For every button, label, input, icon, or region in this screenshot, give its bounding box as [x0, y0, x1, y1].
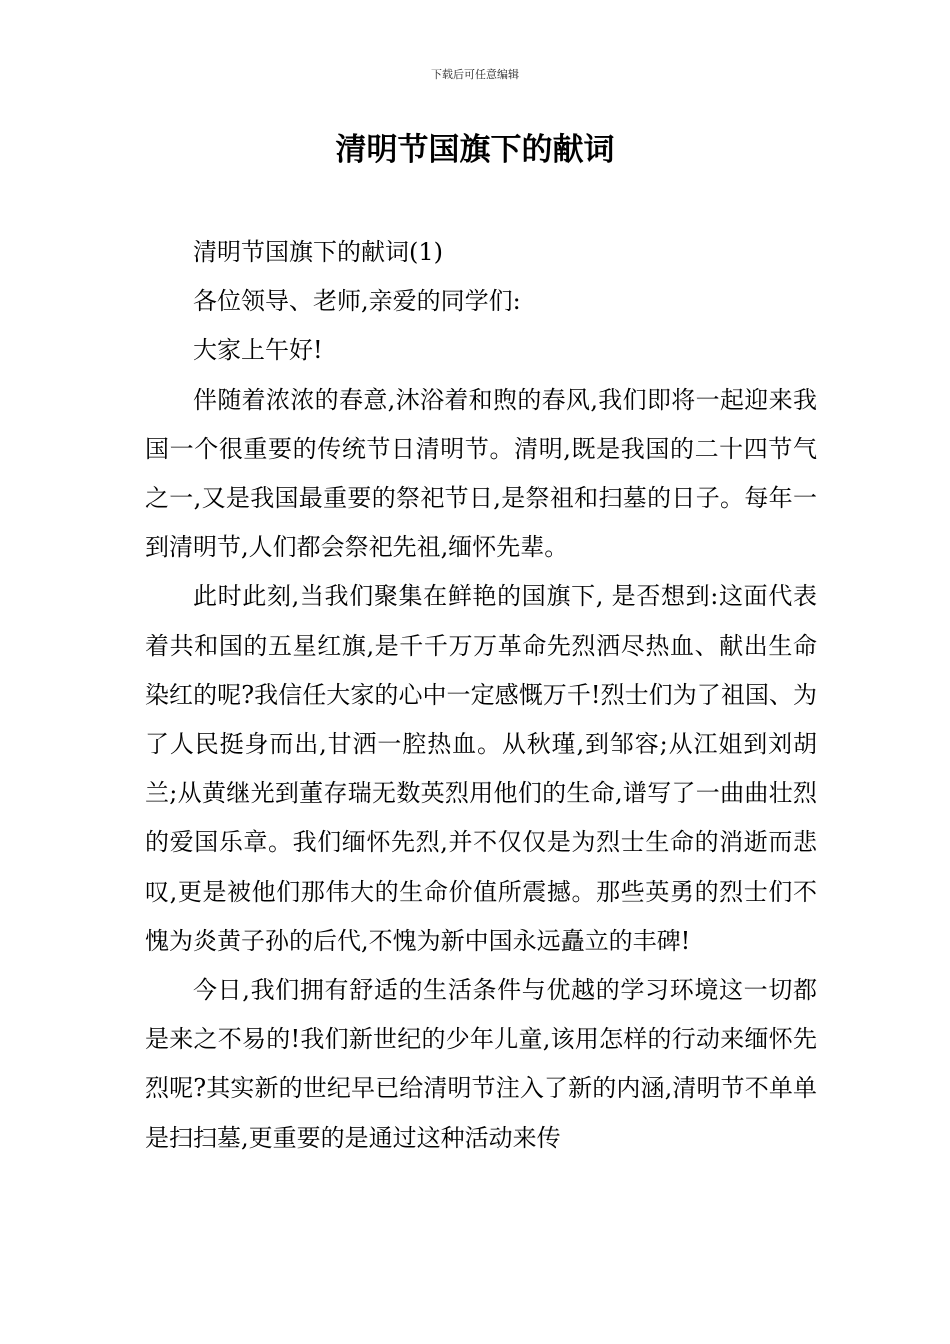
paragraph-subtitle: 清明节国旗下的献词(1)	[193, 238, 443, 266]
paragraph-body-3: 今日,我们拥有舒适的生活条件与优越的学习环境这一切都是来之不易的!我们新世纪的少年儿童,该用怎样的行动来缅怀先烈呢?其实新的世纪早已给清明节注入了新的内涵,清明节不单单是扫扫墓,更重要的是通过这种活动来传	[145, 976, 817, 1152]
paragraph-body-2: 此时此刻,当我们聚集在鲜艳的国旗下, 是否想到:这面代表着共和国的五星红旗,是千千万万革命先烈洒尽热血、献出生命染红的呢?我信任大家的心中一定感慨万千!烈士们为了祖国、为了人民挺身而出,甘洒一腔热血。从秋瑾,到邹容;从江姐到刘胡兰;从黄继光到董存瑞无数英烈用他们的生命,谱写了一曲曲壮烈的爱国乐章。我们缅怀先烈,并不仅仅是为烈士生命的消逝而悲叹,更是被他们那伟大的生命价值所震撼。那些英勇的烈士们不愧为炎黄子孙的后代,不愧为新中国永远矗立的丰碑!	[145, 582, 817, 955]
document-body	[145, 228, 817, 1163]
paragraph-salutation: 各位领导、老师,亲爱的同学们:	[193, 287, 521, 316]
paragraph-body-1: 伴随着浓浓的春意,沐浴着和煦的春风,我们即将一起迎来我国一个很重要的传统节日清明节。清明,既是我国的二十四节气之一,又是我国最重要的祭祀节日,是祭祖和扫墓的日子。每年一到清明节,人们都会祭祀先祖,缅怀先辈。	[145, 385, 817, 562]
paragraph-greeting: 大家上午好!	[193, 336, 323, 365]
header-note: 下载后可任意编辑	[431, 68, 519, 81]
document-title: 清明节国旗下的献词	[335, 132, 615, 168]
